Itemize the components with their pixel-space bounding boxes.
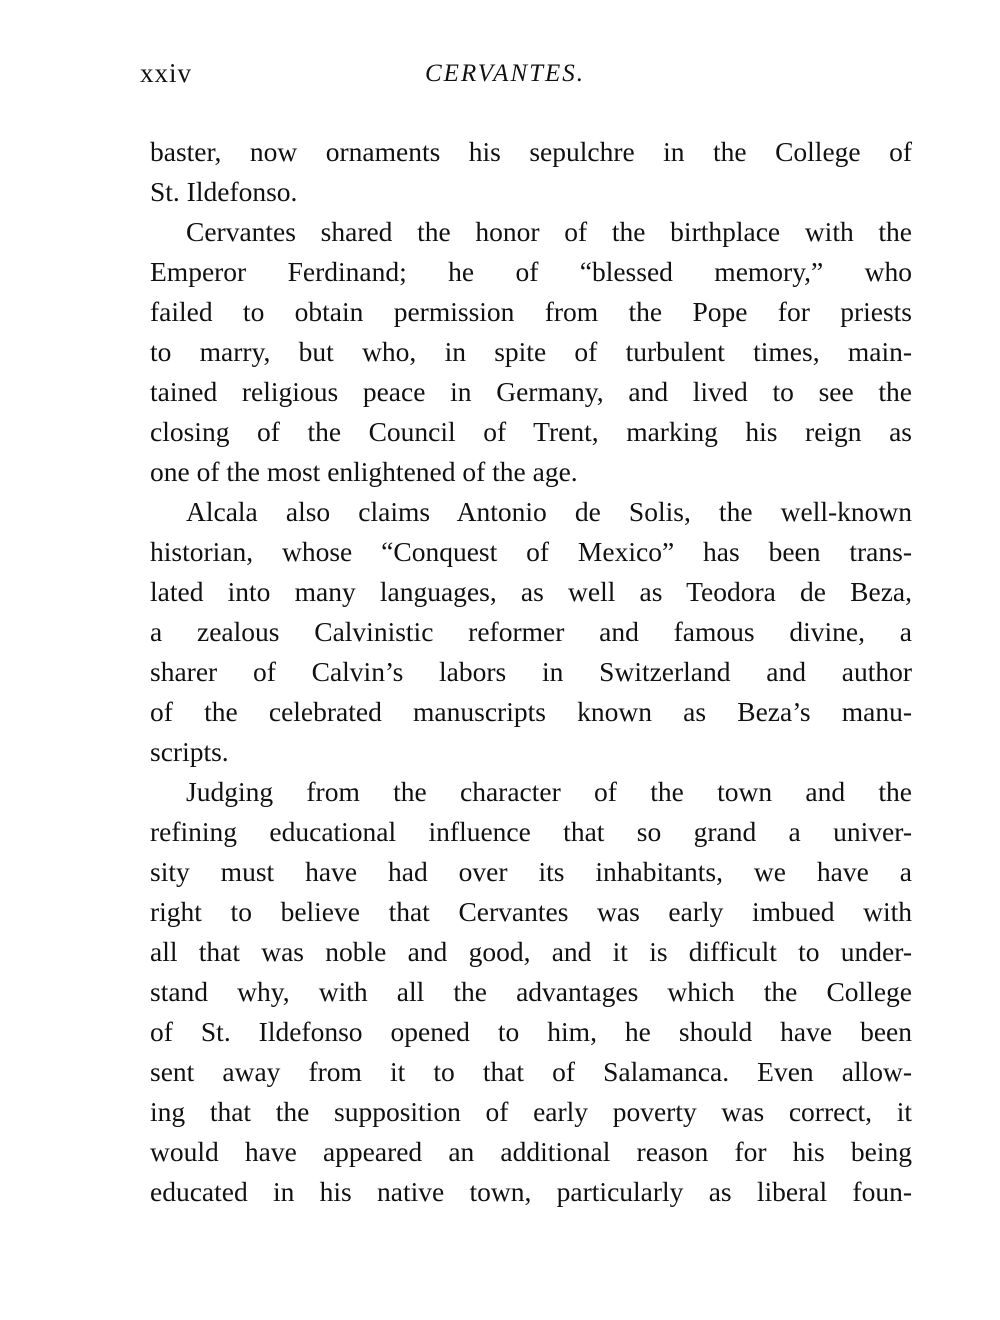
text-line: closing of the Council of Trent, marking his reign as <box>150 416 912 447</box>
text-line: refining educational influence that so grand a univer- <box>150 816 912 847</box>
text-line: of St. Ildefonso opened to him, he should have been <box>150 1016 912 1047</box>
text-line: to marry, but who, in spite of turbulent times, main- <box>150 336 912 367</box>
text-line: scripts. <box>150 736 229 767</box>
text-line: educated in his native town, particularly as liberal foun- <box>150 1176 912 1207</box>
text-line: tained religious peace in Germany, and lived to see the <box>150 376 912 407</box>
paragraph-1 <box>150 132 912 212</box>
text-line: sent away from it to that of Salamanca. Even allow- <box>150 1056 912 1087</box>
text-line: Alcala also claims Antonio de Solis, the well-known <box>186 496 912 527</box>
text-line: all that was noble and good, and it is difficult to under- <box>150 936 912 967</box>
text-line: failed to obtain permission from the Pope for priests <box>150 296 912 327</box>
text-line: baster, now ornaments his sepulchre in the College of <box>150 136 912 167</box>
paragraph-3 <box>150 492 912 772</box>
text-line: Emperor Ferdinand; he of “blessed memory,” who <box>150 256 912 287</box>
text-line: lated into many languages, as well as Teodora de Beza, <box>150 576 912 607</box>
text-line: Judging from the character of the town and the <box>186 776 912 807</box>
paragraph-2 <box>150 212 912 492</box>
text-line: sharer of Calvin’s labors in Switzerland and author <box>150 656 912 687</box>
text-line: would have appeared an additional reason for his being <box>150 1136 912 1167</box>
text-line: sity must have had over its inhabitants, we have a <box>150 856 912 887</box>
text-line: one of the most enlightened of the age. <box>150 456 578 487</box>
text-line: historian, whose “Conquest of Mexico” has been trans- <box>150 536 912 567</box>
running-head: CERVANTES. <box>425 60 586 87</box>
paragraph-4 <box>150 772 912 1212</box>
text-line: Cervantes shared the honor of the birthplace with the <box>186 216 912 247</box>
body-text <box>150 132 912 1212</box>
text-line: stand why, with all the advantages which the College <box>150 976 912 1007</box>
page-number: xxiv <box>140 58 193 88</box>
text-line: St. Ildefonso. <box>150 176 298 207</box>
text-line: of the celebrated manuscripts known as Beza’s manu- <box>150 696 912 727</box>
text-line: ing that the supposition of early poverty was correct, it <box>150 1096 912 1127</box>
text-line: a zealous Calvinistic reformer and famous divine, a <box>150 616 912 647</box>
text-line: right to believe that Cervantes was early imbued with <box>150 896 912 927</box>
